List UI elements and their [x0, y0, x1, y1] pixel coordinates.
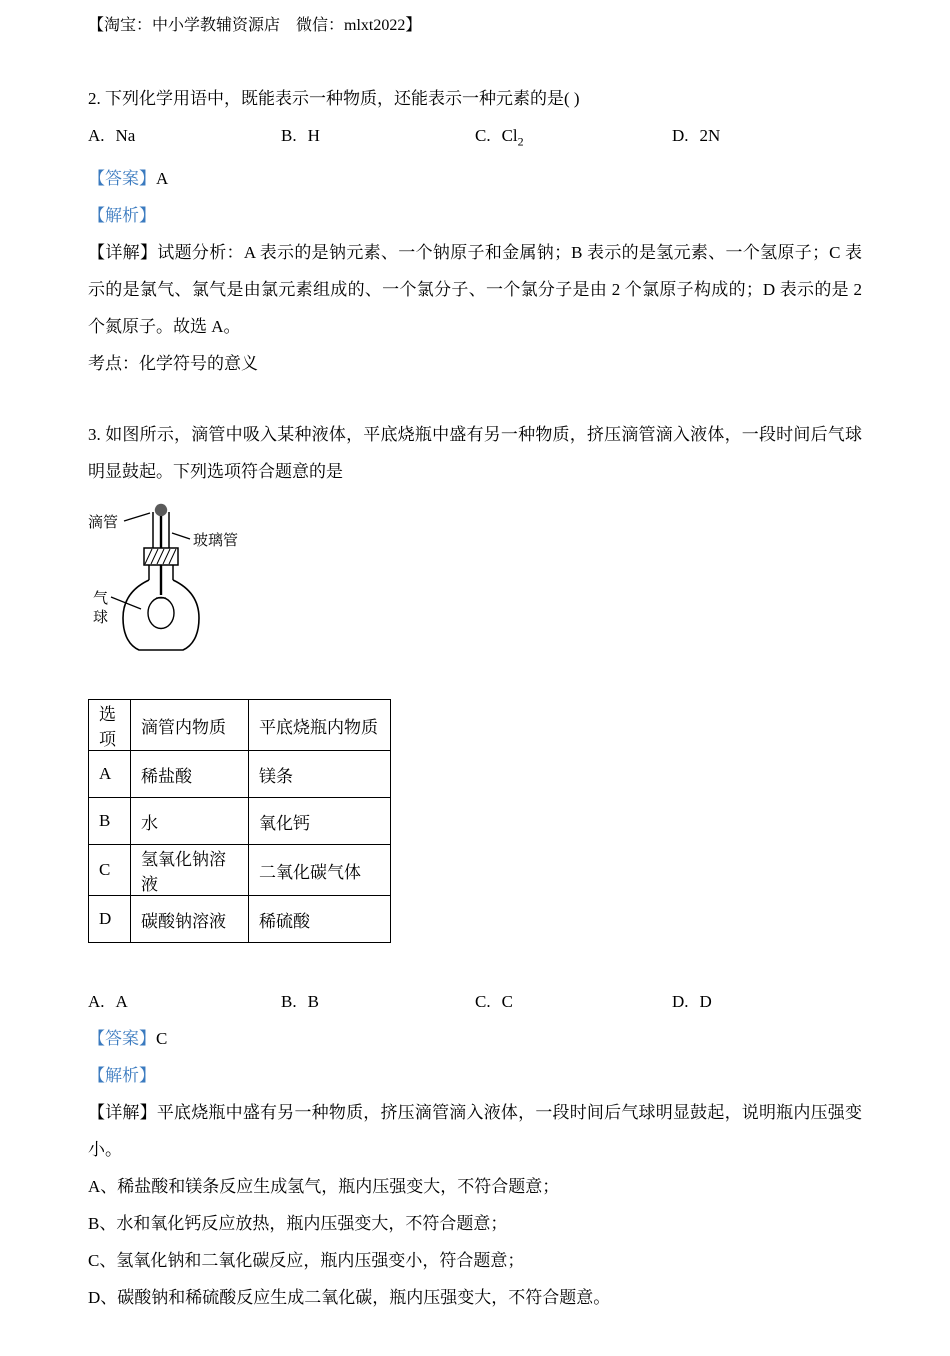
q3-option-d-label: D.	[672, 992, 689, 1012]
table-cell: D	[89, 896, 131, 943]
q3-detail-line-a: A、稀盐酸和镁条反应生成氢气，瓶内压强变大，不符合题意；	[88, 1177, 560, 1197]
question-3-options	[88, 983, 862, 1020]
q2-option-c-sub: 2	[517, 134, 524, 149]
q2-detail-paragraph: 【详解】试题分析：A 表示的是钠元素、一个钠原子和金属钠；B 表示的是氢元素、一个氢原子；C 表示的是氯气、氯气是由氯元素组成的、一个氯分子、一个氯分子是由 2 个氯原子构成的；D 表示的是 2 个氮原子。故选 A。	[88, 243, 862, 337]
q3-option-a-text: A	[115, 992, 128, 1012]
table-row	[89, 896, 391, 943]
question-3-figure	[86, 500, 862, 683]
q2-option-d-label: D.	[672, 126, 689, 145]
q2-option-d	[672, 117, 862, 160]
table-cell: 稀硫酸	[249, 896, 391, 943]
q3-option-a	[88, 983, 281, 1020]
balloon-label-char2: 球	[93, 610, 109, 627]
question-2-stem: 2. 下列化学用语中，既能表示一种物质，还能表示一种元素的是( )	[88, 89, 580, 108]
q3-analysis-line	[88, 1057, 862, 1094]
table-cell: A	[89, 751, 131, 798]
table-cell: B	[89, 798, 131, 845]
table-row	[89, 751, 391, 798]
question-2-options	[88, 117, 862, 160]
q2-option-b-label: B.	[281, 126, 297, 145]
q3-analysis-label: 【解析】	[88, 1066, 156, 1086]
q3-option-b-text: B	[307, 992, 319, 1012]
question-3-stem: 3. 如图所示，滴管中吸入某种液体，平底烧瓶中盛有另一种物质，挤压滴管滴入液体，一段时间后气球明显鼓起。下列选项符合题意的是	[88, 425, 862, 482]
q3-option-a-label: A.	[88, 992, 105, 1012]
q3-detail-line-c: C、氢氧化钠和二氧化碳反应，瓶内压强变小，符合题意；	[88, 1251, 525, 1271]
table-header-option: 选项	[89, 700, 131, 751]
table-header-row	[89, 700, 391, 751]
question-3	[88, 416, 862, 1316]
question-2	[88, 80, 862, 382]
q3-detail-line-b: B、水和氧化钙反应放热，瓶内压强变大，不符合题意；	[88, 1214, 508, 1234]
table-cell: 水	[131, 798, 249, 845]
flask-apparatus-figure	[86, 500, 316, 678]
q3-option-c-text: C	[501, 992, 513, 1012]
dropper-leader-line	[124, 513, 150, 521]
q3-answer-value: C	[156, 1029, 168, 1049]
table-cell: 二氧化碳气体	[249, 845, 391, 896]
q2-option-c-label: C.	[475, 126, 491, 145]
table-cell: 氧化钙	[249, 798, 391, 845]
q2-option-a-text: Na	[115, 126, 136, 145]
q3-option-d	[672, 983, 862, 1020]
table-header-dropper: 滴管内物质	[131, 700, 249, 751]
q2-analysis-line	[88, 197, 862, 234]
q3-detail-line-d: D、碳酸钠和稀硫酸反应生成二氧化碳，瓶内压强变大，不符合题意。	[88, 1288, 611, 1308]
q2-option-a-label: A.	[88, 126, 105, 145]
q3-answer-label: 【答案】	[88, 1029, 156, 1049]
table-cell: 稀盐酸	[131, 751, 249, 798]
q3-option-c	[475, 983, 672, 1020]
q2-analysis-label: 【解析】	[88, 206, 156, 226]
dropper-bulb-icon	[155, 504, 167, 516]
glass-tube-label: 玻璃管	[193, 533, 239, 550]
table-cell: 镁条	[249, 751, 391, 798]
store-watermark: 【淘宝：中小学教辅资源店 微信：mlxt2022】	[88, 17, 422, 34]
q3-option-b	[281, 983, 475, 1020]
q2-option-c-text: Cl	[501, 126, 518, 145]
q2-option-d-text: 2N	[699, 126, 721, 145]
balloon-icon	[148, 598, 174, 629]
glass-tube-leader-line	[172, 533, 190, 539]
table-row	[89, 845, 391, 896]
table-cell: 碳酸钠溶液	[131, 896, 249, 943]
q2-exam-point: 考点：化学符号的意义	[88, 354, 258, 374]
q3-detail-intro: 【详解】平底烧瓶中盛有另一种物质，挤压滴管滴入液体，一段时间后气球明显鼓起，说明瓶内压强变小。	[88, 1103, 862, 1160]
q3-answer-line	[88, 1020, 862, 1057]
q2-option-a	[88, 117, 281, 160]
q3-option-d-text: D	[699, 992, 712, 1012]
table-row	[89, 798, 391, 845]
q3-option-c-label: C.	[475, 992, 491, 1012]
q2-option-b	[281, 117, 475, 160]
q2-answer-label: 【答案】	[88, 169, 156, 189]
balloon-label-char1: 气	[93, 591, 109, 608]
q2-answer-line	[88, 160, 862, 197]
q2-option-c	[475, 117, 672, 160]
dropper-label: 滴管	[88, 515, 119, 532]
balloon-leader-line	[111, 597, 141, 609]
q3-substance-table	[88, 699, 391, 943]
table-header-flask: 平底烧瓶内物质	[249, 700, 391, 751]
q2-option-b-text: H	[307, 126, 320, 145]
table-cell: 氢氧化钠溶液	[131, 845, 249, 896]
q2-answer-value: A	[156, 169, 169, 189]
q3-option-b-label: B.	[281, 992, 297, 1012]
table-cell: C	[89, 845, 131, 896]
